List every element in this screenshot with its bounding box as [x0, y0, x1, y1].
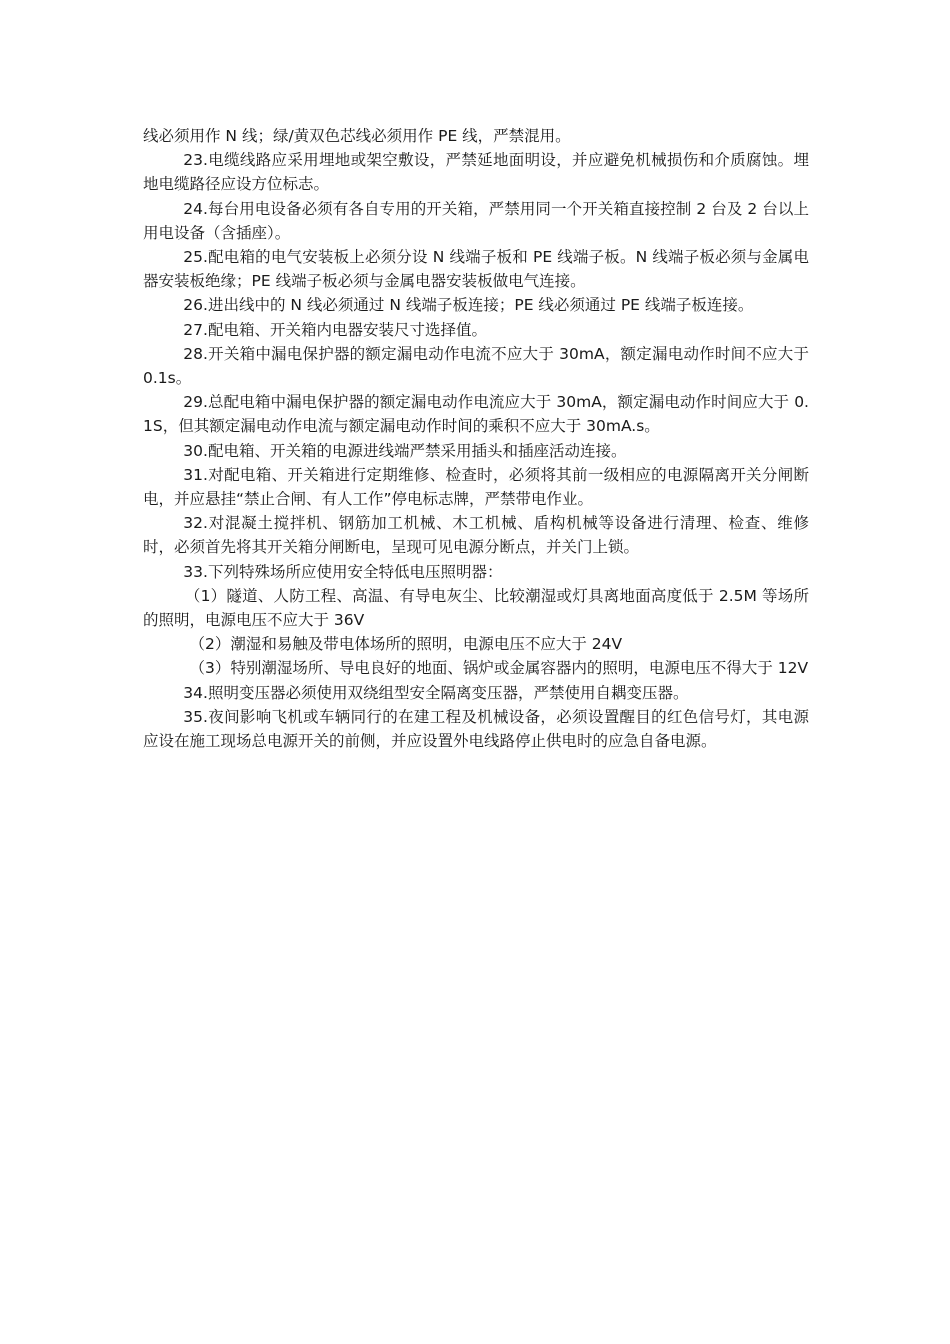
paragraph-continuation: 线必须用作 N 线；绿/黄双色芯线必须用作 PE 线，严禁混用。 [143, 127, 571, 145]
paragraph-item-24: 24.每台用电设备必须有各自专用的开关箱，严禁用同一个开关箱直接控制 2 台及 2 台以上用电设备（含插座）。 [143, 199, 809, 242]
paragraph-item-32: 32.对混凝土搅拌机、钢筋加工机械、木工机械、盾构机械等设备进行清理、检查、维修时，必须首先将其开关箱分闸断电，呈现可见电源分断点，并关门上锁。 [143, 514, 809, 557]
paragraph-item-25: 25.配电箱的电气安装板上必须分设 N 线端子板和 PE 线端子板。N 线端子板必须与金属电器安装板绝缘；PE 线端子板必须与金属电器安装板做电气连接。 [143, 248, 809, 291]
paragraph-item-35: 35.夜间影响飞机或车辆同行的在建工程及机械设备，必须设置醒目的红色信号灯，其电源应设在施工现场总电源开关的前侧，并应设置外电线路停止供电时的应急自备电源。 [143, 707, 809, 751]
paragraph-item-31: 31.对配电箱、开关箱进行定期维修、检查时，必须将其前一级相应的电源隔离开关分闸断电，并应悬挂“禁止合闸、有人工作”停电标志牌，严禁带电作业。 [143, 465, 809, 509]
paragraph-item-33: 33.下列特殊场所应使用安全特低电压照明器： [183, 562, 503, 581]
paragraph-subitem-3: （3）特别潮湿场所、导电良好的地面、锅炉或金属容器内的照明，电源电压不得大于 12V [189, 659, 809, 678]
paragraph-subitem-2: （2）潮湿和易触及带电体场所的照明，电源电压不应大于 24V [189, 635, 623, 654]
paragraph-item-27: 27.配电箱、开关箱内电器安装尺寸选择值。 [183, 320, 487, 339]
paragraph-item-29: 29.总配电箱中漏电保护器的额定漏电动作电流应大于 30mA，额定漏电动作时间应大于 0.1S，但其额定漏电动作电流与额定漏电动作时间的乘积不应大于 30mA.s。 [143, 393, 809, 436]
paragraph-subitem-1: （1）隧道、人防工程、高温、有导电灰尘、比较潮湿或灯具离地面高度低于 2.5M 等场所的照明，电源电压不应大于 36V [143, 586, 809, 630]
paragraph-item-26: 26.进出线中的 N 线必须通过 N 线端子板连接；PE 线必须通过 PE 线端子板连接。 [183, 296, 754, 315]
paragraph-item-23: 23.电缆线路应采用埋地或架空敷设，严禁延地面明设，并应避免机械损伤和介质腐蚀。埋地电缆路径应设方位标志。 [143, 151, 809, 194]
paragraph-item-28: 28.开关箱中漏电保护器的额定漏电动作电流不应大于 30mA，额定漏电动作时间不应大于 0.1s。 [143, 344, 809, 388]
paragraph-item-34: 34.照明变压器必须使用双绕组型安全隔离变压器，严禁使用自耦变压器。 [183, 683, 689, 702]
document-body [143, 124, 809, 753]
paragraph-item-30: 30.配电箱、开关箱的电源进线端严禁采用插头和插座活动连接。 [183, 441, 627, 460]
